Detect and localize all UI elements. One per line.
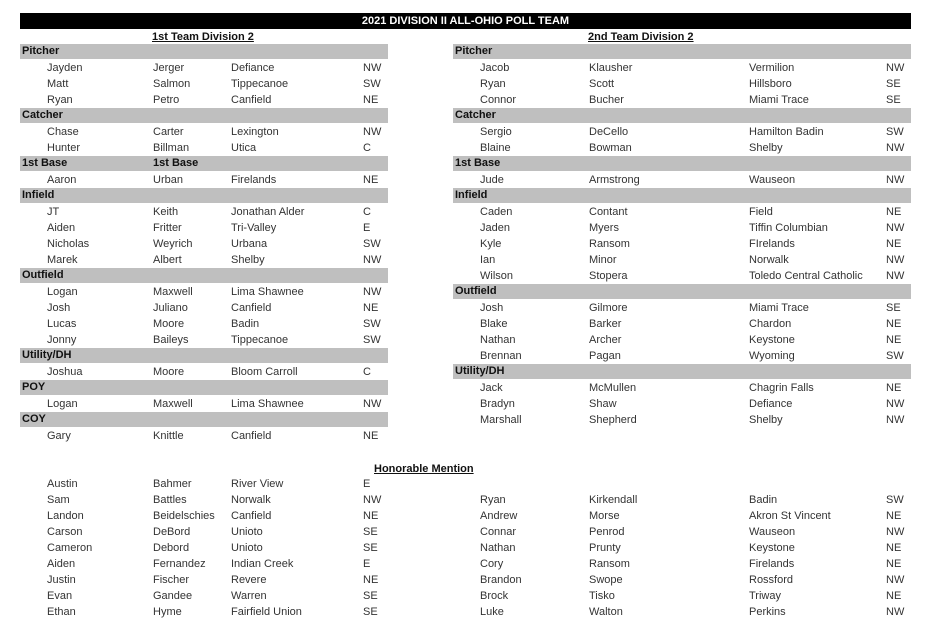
school: Field — [749, 206, 773, 218]
position-header — [453, 364, 911, 379]
last-name: Petro — [153, 94, 180, 106]
honorable-region: NE — [886, 542, 902, 554]
honorable-last-name: Walton — [589, 606, 623, 618]
honorable-school: Perkins — [749, 606, 786, 618]
position-label: Catcher — [22, 109, 63, 121]
last-name: Myers — [589, 222, 619, 234]
position-label-extra: 1st Base — [153, 157, 199, 169]
first-name: Logan — [47, 286, 78, 298]
position-header — [20, 188, 388, 203]
first-name: Gary — [47, 430, 71, 442]
honorable-region: NE — [886, 590, 902, 602]
first-name: Logan — [47, 398, 78, 410]
honorable-first-name: Sam — [47, 494, 70, 506]
first-name: Nicholas — [47, 238, 90, 250]
honorable-region: NW — [886, 574, 905, 586]
region: SE — [886, 78, 901, 90]
honorable-last-name: Gandee — [153, 590, 193, 602]
position-header — [20, 380, 388, 395]
last-name: Carter — [153, 126, 184, 138]
position-header — [453, 108, 911, 123]
school: Jonathan Alder — [231, 206, 305, 218]
region: NW — [363, 286, 382, 298]
school: Canfield — [231, 94, 272, 106]
honorable-first-name: Landon — [47, 510, 84, 522]
region: NE — [886, 238, 902, 250]
position-label: Pitcher — [22, 45, 60, 57]
school: Hillsboro — [749, 78, 792, 90]
honorable-region: NW — [886, 526, 905, 538]
first-name: Connor — [480, 94, 517, 106]
first-name: Blake — [480, 318, 508, 330]
region: NW — [886, 222, 905, 234]
honorable-region: SE — [363, 590, 378, 602]
school: Vermilion — [749, 62, 795, 74]
honorable-region: SE — [363, 542, 378, 554]
last-name: Gilmore — [589, 302, 628, 314]
school: Lima Shawnee — [231, 398, 304, 410]
honorable-region: E — [363, 478, 371, 490]
region: SW — [886, 126, 904, 138]
position-header — [453, 284, 911, 299]
school: Urbana — [231, 238, 268, 250]
honorable-first-name: Brandon — [480, 574, 522, 586]
region: SW — [363, 318, 381, 330]
school: Utica — [231, 142, 257, 154]
honorable-first-name: Connar — [480, 526, 517, 538]
last-name: Contant — [589, 206, 628, 218]
first-name: Ryan — [47, 94, 73, 106]
second-team-heading: 2nd Team Division 2 — [588, 31, 694, 43]
last-name: Weyrich — [153, 238, 193, 250]
school: Lexington — [231, 126, 279, 138]
region: NE — [886, 334, 902, 346]
position-header — [20, 44, 388, 59]
first-name: Blaine — [480, 142, 511, 154]
school: Tiffin Columbian — [749, 222, 828, 234]
honorable-school: Fairfield Union — [231, 606, 302, 618]
last-name: Scott — [589, 78, 615, 90]
honorable-school: Revere — [231, 574, 267, 586]
honorable-last-name: Prunty — [589, 542, 621, 554]
position-header — [453, 44, 911, 59]
last-name: Shepherd — [589, 414, 637, 426]
last-name: Pagan — [589, 350, 621, 362]
school: Wauseon — [749, 174, 796, 186]
region: NW — [363, 254, 382, 266]
region: NW — [886, 254, 905, 266]
first-name: Aiden — [47, 222, 76, 234]
last-name: DeCello — [589, 126, 629, 138]
school: Canfield — [231, 302, 272, 314]
school: Defiance — [231, 62, 275, 74]
first-name: Joshua — [47, 366, 83, 378]
region: NW — [886, 414, 905, 426]
first-name: Jude — [480, 174, 504, 186]
position-label: Utility/DH — [22, 349, 72, 361]
honorable-first-name: Carson — [47, 526, 83, 538]
honorable-region: NE — [363, 510, 379, 522]
honorable-region: NE — [363, 574, 379, 586]
position-header — [20, 412, 388, 427]
first-name: Caden — [480, 206, 513, 218]
honorable-last-name: Kirkendall — [589, 494, 638, 506]
honorable-last-name: Hyme — [153, 606, 182, 618]
honorable-first-name: Andrew — [480, 510, 518, 522]
school: Defiance — [749, 398, 793, 410]
last-name: Knittle — [153, 430, 184, 442]
region: SE — [886, 94, 901, 106]
school: Shelby — [231, 254, 265, 266]
region: NW — [363, 126, 382, 138]
position-label: Catcher — [455, 109, 496, 121]
honorable-last-name: Beidelschies — [153, 510, 215, 522]
last-name: McMullen — [589, 382, 637, 394]
position-header — [20, 108, 388, 123]
honorable-school: Rossford — [749, 574, 794, 586]
school: Tippecanoe — [231, 78, 289, 90]
first-name: Sergio — [480, 126, 512, 138]
honorable-region: SW — [886, 494, 904, 506]
region: SW — [363, 78, 381, 90]
school: Tippecanoe — [231, 334, 289, 346]
honorable-school: Firelands — [749, 558, 795, 570]
first-name: Jacob — [480, 62, 510, 74]
honorable-first-name: Nathan — [480, 542, 516, 554]
last-name: Bowman — [589, 142, 632, 154]
school: Norwalk — [749, 254, 789, 266]
last-name: Minor — [589, 254, 617, 266]
first-name: Ryan — [480, 78, 506, 90]
region: NW — [363, 62, 382, 74]
honorable-first-name: Ethan — [47, 606, 76, 618]
region: NW — [886, 270, 905, 282]
last-name: Albert — [153, 254, 182, 266]
honorable-region: E — [363, 558, 371, 570]
school: Shelby — [749, 142, 783, 154]
first-team-heading: 1st Team Division 2 — [152, 31, 254, 43]
first-name: Matt — [47, 78, 69, 90]
position-header — [20, 268, 388, 283]
last-name: Barker — [589, 318, 622, 330]
school: Tri-Valley — [231, 222, 277, 234]
region: NE — [886, 206, 902, 218]
first-name: Brennan — [480, 350, 522, 362]
position-header — [20, 156, 388, 171]
last-name: Archer — [589, 334, 622, 346]
honorable-last-name: Bahmer — [153, 478, 192, 490]
honorable-school: Badin — [749, 494, 778, 506]
honorable-school: Canfield — [231, 510, 272, 522]
honorable-last-name: DeBord — [153, 526, 191, 538]
last-name: Keith — [153, 206, 179, 218]
honorable-school: Wauseon — [749, 526, 796, 538]
last-name: Billman — [153, 142, 190, 154]
region: SW — [363, 238, 381, 250]
honorable-last-name: Debord — [153, 542, 190, 554]
region: NE — [363, 174, 379, 186]
honorable-school: Unioto — [231, 542, 263, 554]
last-name: Baileys — [153, 334, 189, 346]
honorable-last-name: Tisko — [589, 590, 615, 602]
last-name: Bucher — [589, 94, 624, 106]
school: Hamilton Badin — [749, 126, 824, 138]
honorable-region: NE — [886, 558, 902, 570]
school: Bloom Carroll — [231, 366, 298, 378]
honorable-last-name: Penrod — [589, 526, 625, 538]
honorable-last-name: Fernandez — [153, 558, 206, 570]
last-name: Maxwell — [153, 286, 193, 298]
region: SE — [886, 302, 901, 314]
last-name: Klausher — [589, 62, 633, 74]
honorable-first-name: Brock — [480, 590, 509, 602]
honorable-first-name: Aiden — [47, 558, 76, 570]
position-label: Infield — [22, 189, 55, 201]
school: Firelands — [231, 174, 277, 186]
first-name: JT — [47, 206, 60, 218]
last-name: Jerger — [153, 62, 185, 74]
first-name: Bradyn — [480, 398, 515, 410]
honorable-school: Keystone — [749, 542, 795, 554]
first-name: Hunter — [47, 142, 81, 154]
region: NW — [363, 398, 382, 410]
honorable-region: SE — [363, 526, 378, 538]
honorable-school: Akron St Vincent — [749, 510, 831, 522]
position-label: 1st Base — [22, 157, 68, 169]
region: NW — [886, 398, 905, 410]
first-name: Josh — [480, 302, 504, 314]
first-name: Kyle — [480, 238, 502, 250]
honorable-first-name: Luke — [480, 606, 504, 618]
honorable-first-name: Justin — [47, 574, 76, 586]
last-name: Armstrong — [589, 174, 640, 186]
last-name: Stopera — [589, 270, 628, 282]
honorable-school: Triway — [749, 590, 781, 602]
honorable-last-name: Swope — [589, 574, 623, 586]
position-header — [453, 156, 911, 171]
honorable-last-name: Morse — [589, 510, 620, 522]
first-name: Aaron — [47, 174, 77, 186]
position-label: Pitcher — [455, 45, 493, 57]
first-name: Marek — [47, 254, 78, 266]
region: NE — [886, 318, 902, 330]
honorable-first-name: Ryan — [480, 494, 506, 506]
school: Toledo Central Catholic — [749, 270, 863, 282]
position-label: 1st Base — [455, 157, 501, 169]
school: Canfield — [231, 430, 272, 442]
school: Badin — [231, 318, 260, 330]
last-name: Moore — [153, 366, 185, 378]
last-name: Shaw — [589, 398, 617, 410]
last-name: Juliano — [153, 302, 188, 314]
first-name: Ian — [480, 254, 496, 266]
school: Lima Shawnee — [231, 286, 304, 298]
first-name: Chase — [47, 126, 79, 138]
honorable-first-name: Evan — [47, 590, 73, 602]
first-name: Marshall — [480, 414, 522, 426]
first-name: Nathan — [480, 334, 516, 346]
school: Wyoming — [749, 350, 795, 362]
first-name: Jonny — [47, 334, 77, 346]
region: NW — [886, 62, 905, 74]
position-label: Outfield — [22, 269, 64, 281]
honorable-school: Indian Creek — [231, 558, 294, 570]
first-name: Josh — [47, 302, 71, 314]
school: Shelby — [749, 414, 783, 426]
honorable-last-name: Battles — [153, 494, 187, 506]
last-name: Salmon — [153, 78, 191, 90]
last-name: Fritter — [153, 222, 182, 234]
position-label: Outfield — [455, 285, 497, 297]
honorable-school: River View — [231, 478, 284, 490]
region: C — [363, 366, 371, 378]
honorable-mention-heading: Honorable Mention — [374, 463, 474, 475]
first-name: Wilson — [480, 270, 514, 282]
school: FIrelands — [749, 238, 795, 250]
honorable-region: NW — [886, 606, 905, 618]
first-name: Jaden — [480, 222, 510, 234]
school: Miami Trace — [749, 94, 809, 106]
last-name: Urban — [153, 174, 183, 186]
honorable-first-name: Cameron — [47, 542, 93, 554]
honorable-first-name: Austin — [47, 478, 78, 490]
school: Keystone — [749, 334, 795, 346]
honorable-school: Unioto — [231, 526, 263, 538]
honorable-school: Warren — [231, 590, 267, 602]
honorable-last-name: Ransom — [589, 558, 630, 570]
position-label: POY — [22, 381, 46, 393]
region: SW — [886, 350, 904, 362]
honorable-region: NE — [886, 510, 902, 522]
position-label: Infield — [455, 189, 488, 201]
region: NW — [886, 174, 905, 186]
honorable-region: NW — [363, 494, 382, 506]
region: C — [363, 206, 371, 218]
position-label: Utility/DH — [455, 365, 505, 377]
region: NE — [363, 94, 379, 106]
region: C — [363, 142, 371, 154]
region: NW — [886, 142, 905, 154]
honorable-last-name: Fischer — [153, 574, 190, 586]
honorable-region: SE — [363, 606, 378, 618]
last-name: Moore — [153, 318, 185, 330]
region: NE — [886, 382, 902, 394]
school: Chardon — [749, 318, 792, 330]
position-header — [453, 188, 911, 203]
last-name: Ransom — [589, 238, 630, 250]
first-name: Jayden — [47, 62, 83, 74]
region: NE — [363, 302, 379, 314]
honorable-first-name: Cory — [480, 558, 504, 570]
region: NE — [363, 430, 379, 442]
first-name: Jack — [480, 382, 503, 394]
position-label: COY — [22, 413, 46, 425]
last-name: Maxwell — [153, 398, 193, 410]
page-title: 2021 DIVISION II ALL-OHIO POLL TEAM — [20, 13, 911, 29]
school: Miami Trace — [749, 302, 809, 314]
position-header — [20, 348, 388, 363]
school: Chagrin Falls — [749, 382, 814, 394]
first-name: Lucas — [47, 318, 77, 330]
honorable-school: Norwalk — [231, 494, 271, 506]
region: SW — [363, 334, 381, 346]
region: E — [363, 222, 371, 234]
